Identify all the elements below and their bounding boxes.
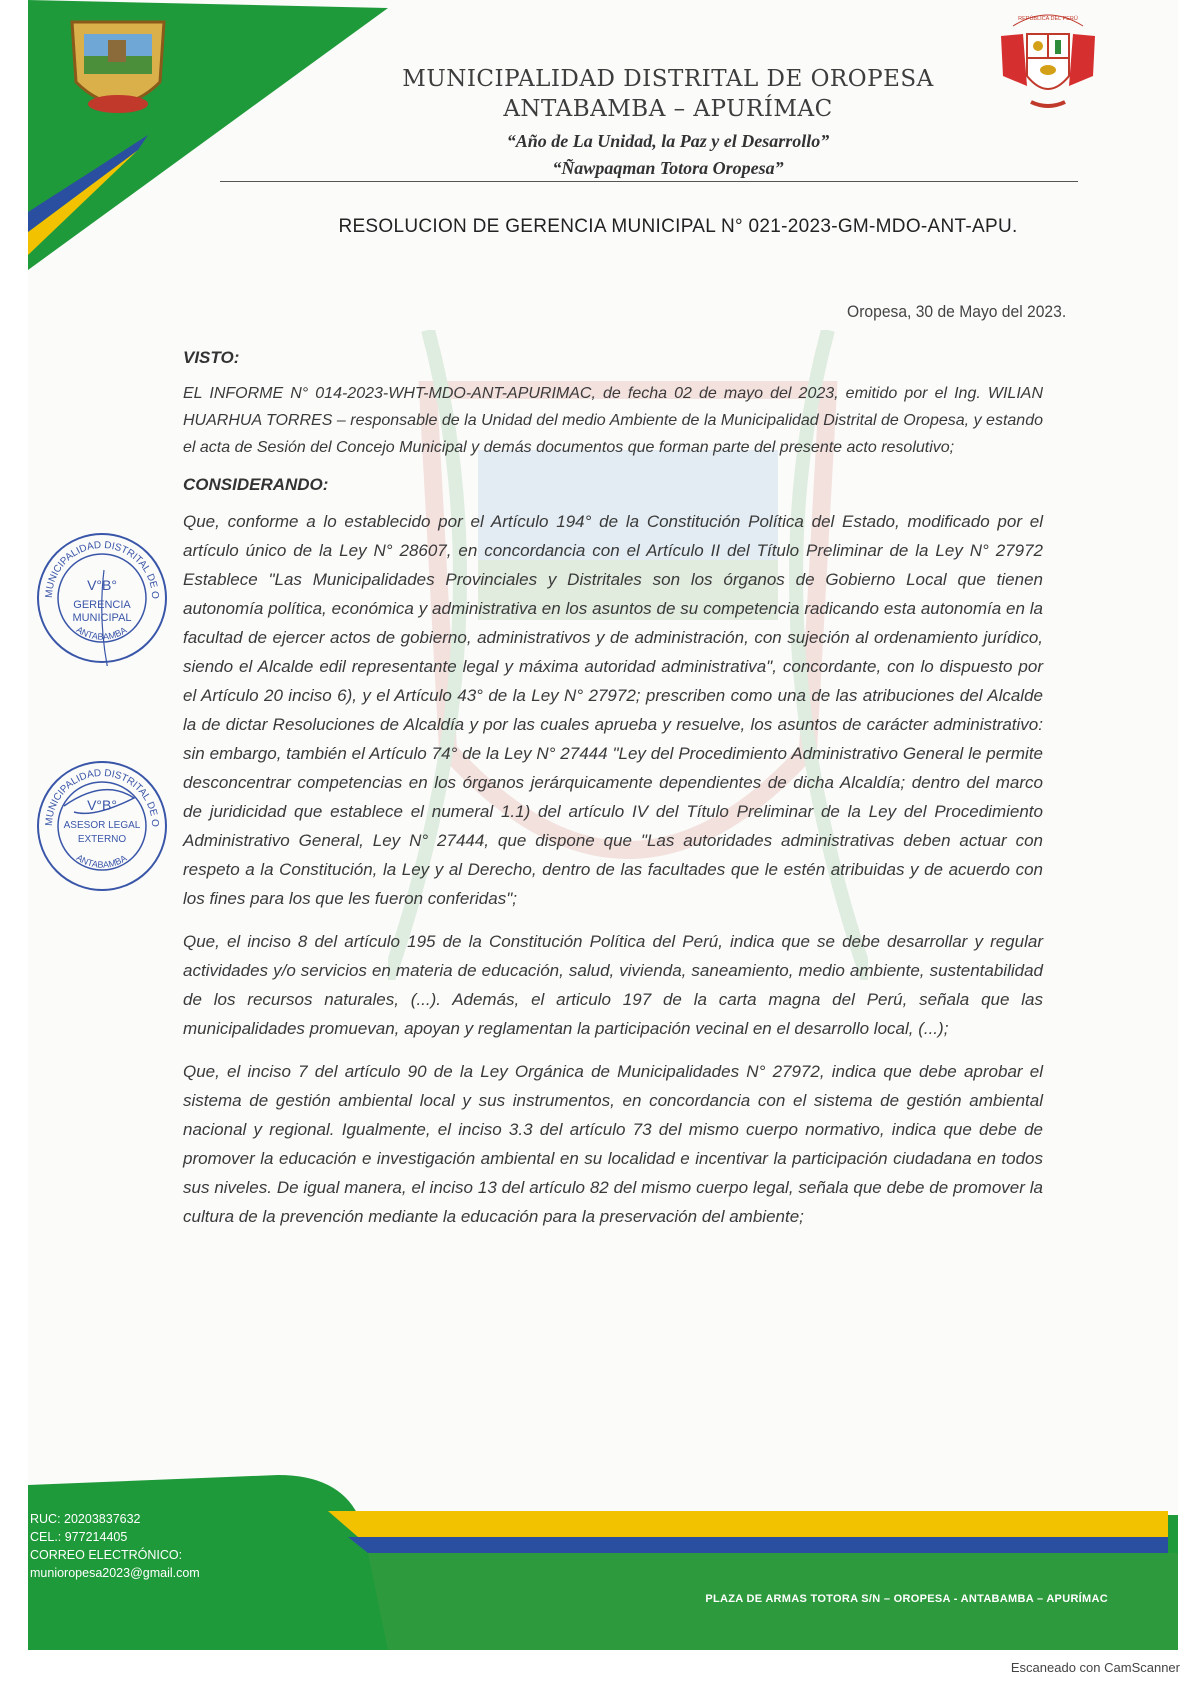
stamp-ring-top: MUNICIPALIDAD DISTRITAL DE O — [43, 767, 161, 828]
footer-email-label: CORREO ELECTRÓNICO: — [30, 1548, 183, 1562]
svg-text:ANTABAMBA — [75, 852, 129, 869]
municipality-location: ANTABAMBA – APURÍMAC — [503, 96, 833, 122]
considerando-paragraph: Que, conforme a lo establecido por el Artículo 194° de la Constitución Política del Estado, modificado por el artículo único de la Ley N° 28607, en concordancia con el Artículo II del Título Preliminar de la Ley N° 27972 Establece "Las Municipalidades Provinciales y Distritales son los órganos de Gobierno Local que tienen autonomía política, económica y administrativa en los asuntos de su competencia radicando esta autonomía en la facultad de ejercer actos de gobierno, administrativos y de administración, con sujeción al ordenamiento jurídico, siendo el Alcalde edil representante legal y máxima autoridad administrativa", concordante, con lo dispuesto por el Artículo 20 inciso 6), y el Artículo 43° de la Ley N° 27972; prescriben como una de las atribuciones del Alcalde la de dictar Resoluciones de Alcaldía y por las cuales aprueba y resuelve, los asuntos de carácter administrativo: sin embargo, también el Artículo 74° de la Ley N° 27444 "Ley del Procedimiento Administrativo General le permite desconcentrar competencias en los órganos jerárquicamente dependientes de dicha Alcaldía; dentro del marco de juridicidad que establece el numeral 1.1) del artículo IV del Título Preliminar de la Ley del Procedimiento Administrativo General, Ley N° 27444, que dispone que "Las autoridades administrativas deben actuar con respeto a la Constitución, la Ley y al Derecho, dentro de las facultades que le estén atribuidas y de acuerdo con los fines para los que les fueron conferidas"; — [183, 512, 1043, 908]
stamp-asesor-legal — [34, 758, 170, 894]
footer-address: PLAZA DE ARMAS TOTORA S/N – OROPESA - ANTABAMBA – APURÍMAC — [705, 1593, 1108, 1605]
footer-contact — [30, 1510, 200, 1582]
document-body — [183, 348, 1043, 1245]
stamp-gerencia-municipal — [34, 530, 170, 666]
svg-text:MUNICIPALIDAD DISTRITAL DE ORO — [34, 758, 160, 827]
resolution-title: RESOLUCION DE GERENCIA MUNICIPAL N° 021-2023-GM-MDO-ANT-APU. — [338, 216, 1018, 237]
letterhead — [28, 66, 1178, 182]
stamp-line-2: MUNICIPAL — [72, 612, 132, 624]
header-divider — [220, 181, 1078, 182]
considerando-heading: CONSIDERANDO: — [183, 475, 329, 494]
document-page — [28, 0, 1178, 1650]
svg-text:ANTABAMBA — [75, 624, 129, 641]
scanner-watermark-text: Escaneado con CamScanner — [1010, 1660, 1180, 1675]
stamp-ring-bottom: ANTABAMBA — [74, 624, 129, 642]
stamp-vb: V°B° — [87, 797, 117, 813]
visto-heading: VISTO: — [183, 348, 240, 367]
municipality-name: MUNICIPALIDAD DISTRITAL DE OROPESA — [402, 66, 934, 92]
footer-ruc: RUC: 20203837632 — [30, 1512, 141, 1526]
svg-text:REPÚBLICA DEL PERÚ: REPÚBLICA DEL PERÚ — [1018, 16, 1078, 22]
stamp-ring-top: MUNICIPALIDAD DISTRITAL DE O — [43, 539, 161, 600]
year-motto: “Año de La Unidad, la Paz y el Desarrollo” — [506, 131, 830, 151]
stamp-line-2: EXTERNO — [77, 834, 127, 845]
stamp-ring-bottom: ANTABAMBA — [74, 852, 129, 870]
footer-phone: CEL.: 977214405 — [30, 1530, 128, 1544]
quechua-motto: “Ñawpaqman Totora Oropesa” — [552, 158, 784, 178]
footer-decoration — [28, 1475, 1178, 1650]
considerando-paragraph: Que, el inciso 7 del artículo 90 de la Ley Orgánica de Municipalidades N° 27972, indica que debe aprobar el sistema de gestión ambiental local y sus instrumentos, en concordancia con el sistema de gestión ambiental nacional y regional. Igualmente, el inciso 3.3 del artículo 73 del mismo cuerpo normativo, indica que debe de promover la educación e investigación ambiental en su localidad e incentivar la participación ciudadana en todos sus niveles. De igual manera, el inciso 13 del artículo 82 del mismo cuerpo legal, señala que debe de promover la cultura de la prevención mediante la educación para la preservación del ambiente; — [183, 1062, 1043, 1226]
footer-email: munioropesa2023@gmail.com — [30, 1566, 200, 1580]
visto-paragraph: EL INFORME N° 014-2023-WHT-MDO-ANT-APURIMAC, de fecha 02 de mayo del 2023, emitido por el Ing. WILIAN HUARHUA TORRES – responsable de la Unidad del medio Ambiente de la Municipalidad Distrital de Oropesa, y estando el acta de Sesión del Concejo Municipal y demás documentos que forman parte del presente acto resolutivo; — [183, 385, 1043, 456]
considerando-paragraph: Que, el inciso 8 del artículo 195 de la Constitución Política del Perú, indica que se debe desarrollar y regular actividades y/o servicios en materia de educación, salud, vivienda, saneamiento, medio ambiente, sustentabilidad de los recursos naturales, (...). Además, el articulo 197 de la carta magna del Perú, señala que las municipalidades promuevan, apoyan y reglamentan la participación vecinal en el desarrollo local, (...); — [183, 932, 1043, 1038]
stamp-line-1: ASESOR LEGAL — [63, 820, 141, 831]
stamp-line-1: GERENCIA — [73, 599, 131, 611]
stamp-vb: V°B° — [87, 577, 117, 593]
document-date: Oropesa, 30 de Mayo del 2023. — [846, 302, 1066, 321]
